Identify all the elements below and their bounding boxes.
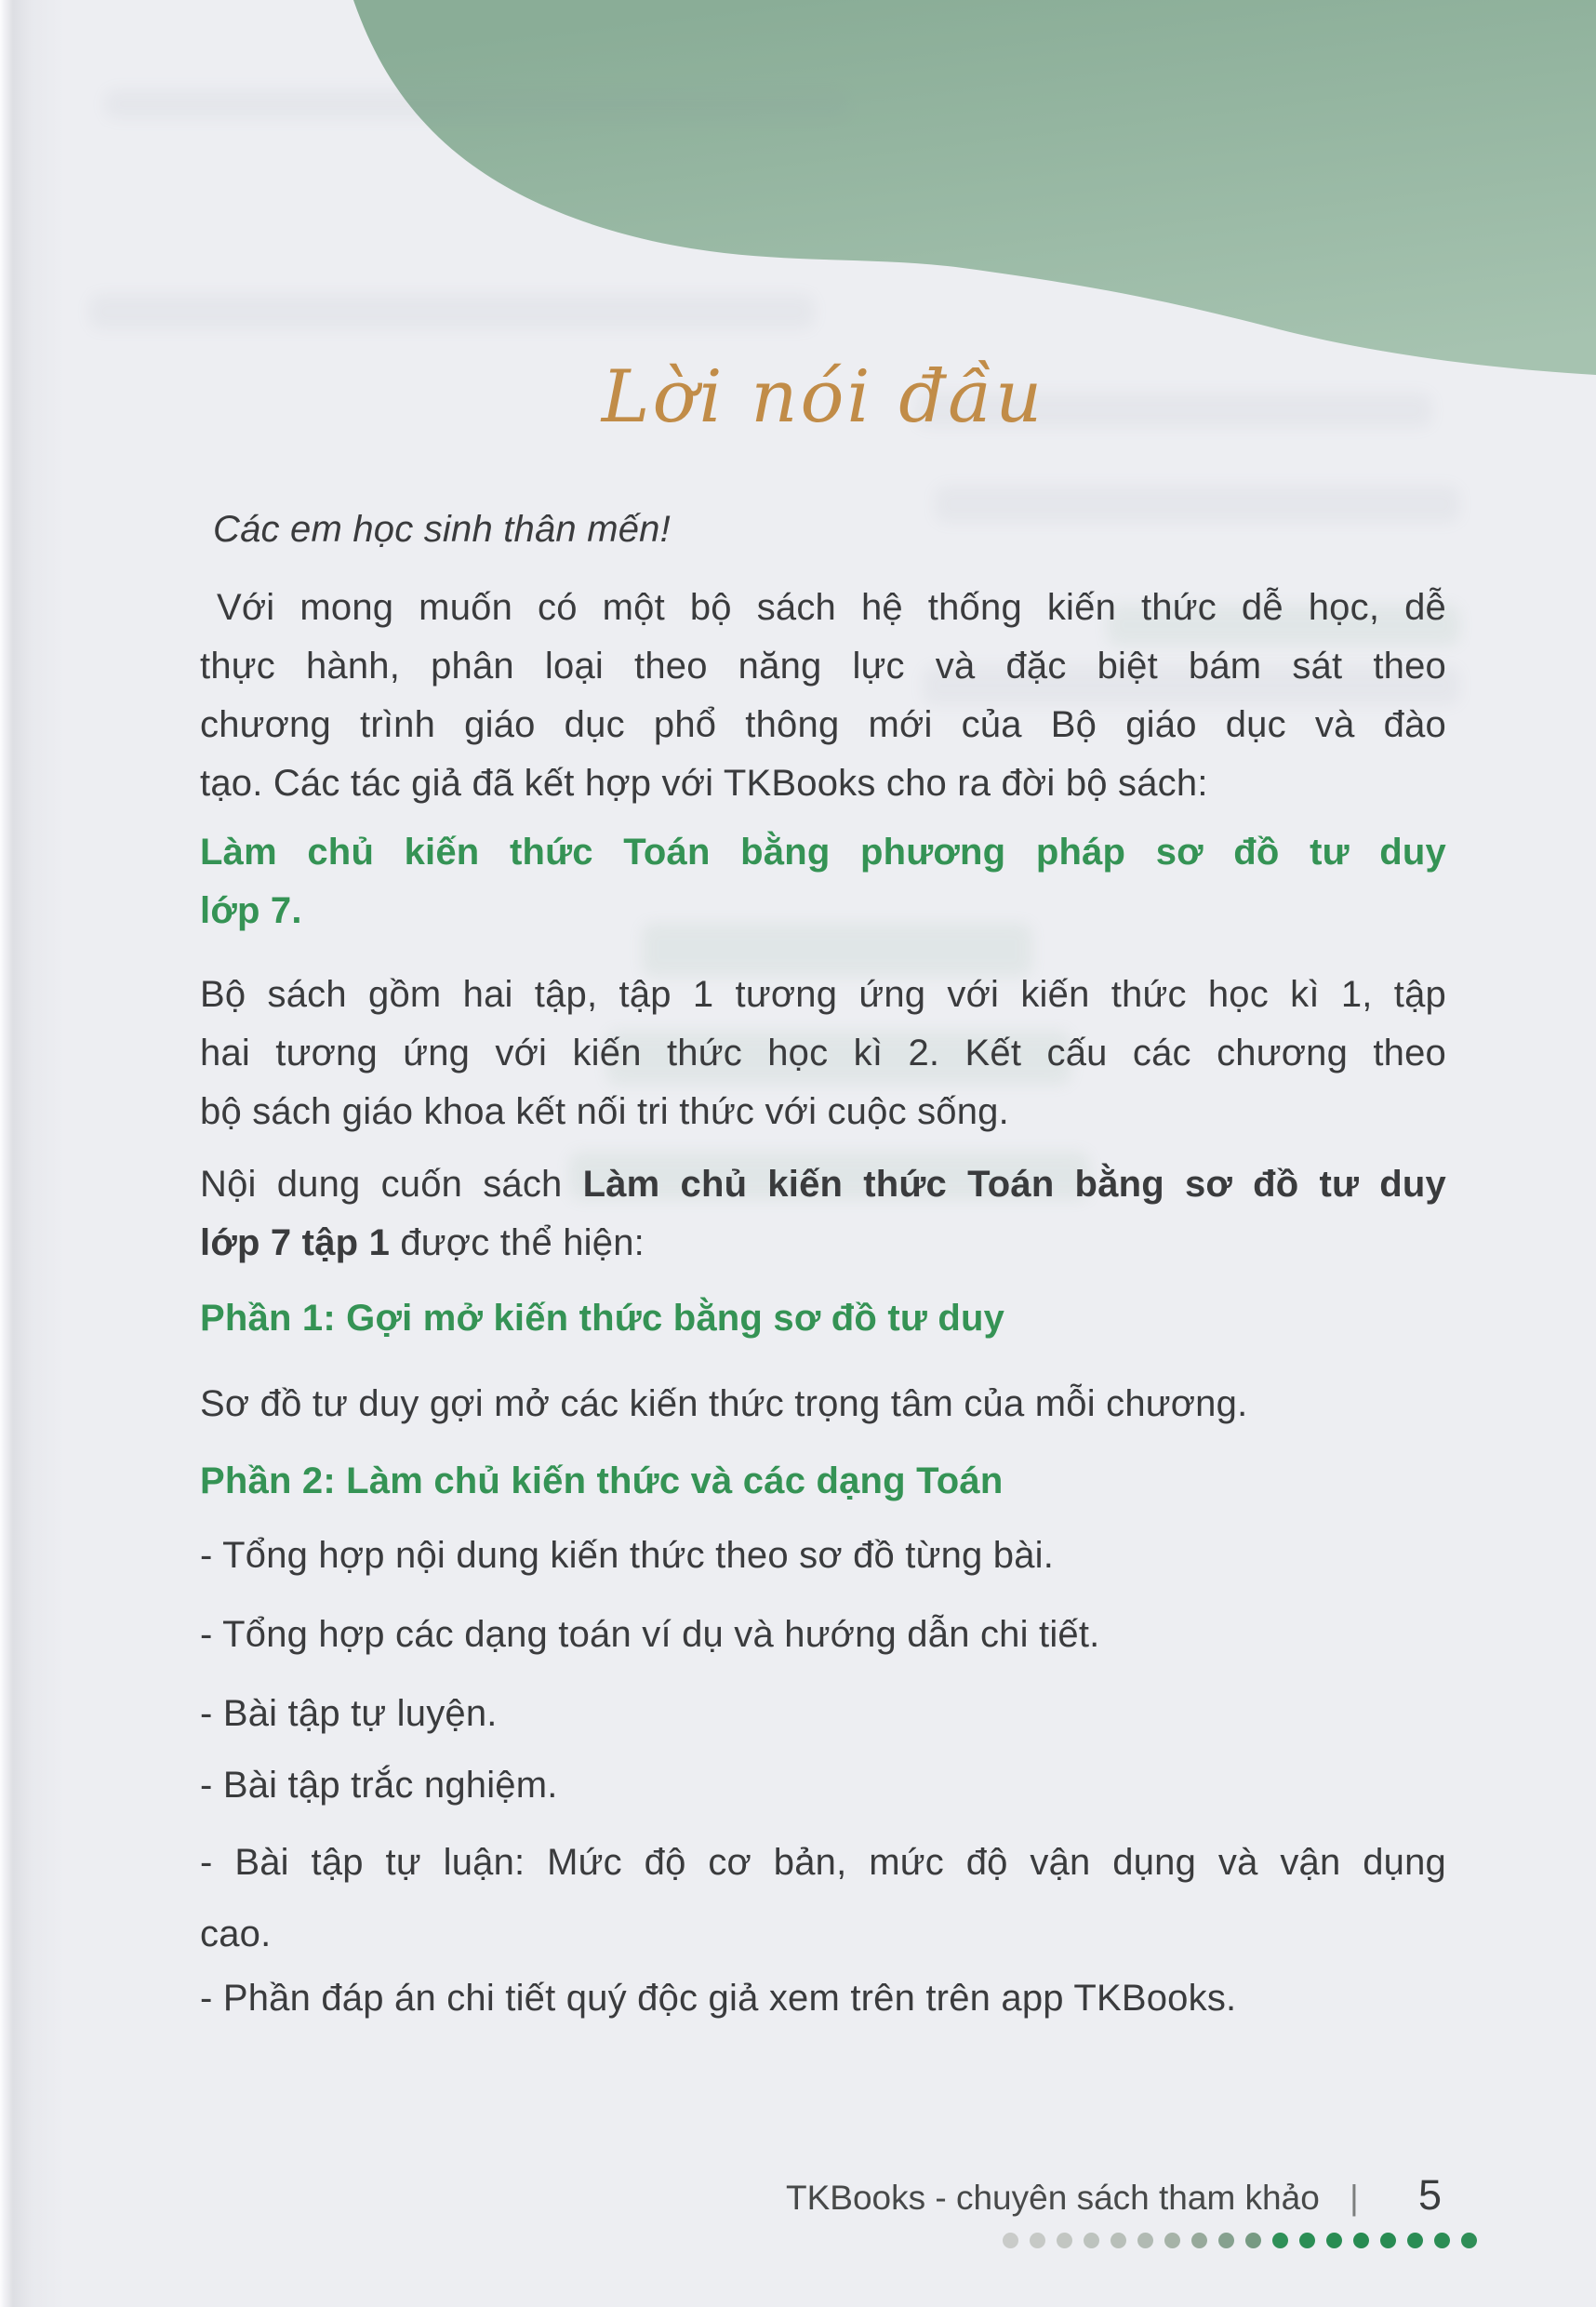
text-line: thực hành, phân loại theo năng lực và đặc biệt bám sát theo — [200, 646, 1446, 687]
progress-dot — [1030, 2233, 1045, 2248]
bullet-item: - Tổng hợp các dạng toán ví dụ và hướng dẫn chi tiết. — [200, 1614, 1100, 1655]
part2-heading: Phần 2: Làm chủ kiến thức và các dạng Toán — [200, 1460, 1004, 1501]
progress-dot — [1218, 2233, 1234, 2248]
progress-dot — [1137, 2233, 1153, 2248]
text-line — [200, 1155, 1446, 1214]
progress-dot — [1326, 2233, 1342, 2248]
text-line: Bộ sách gồm hai tập, tập 1 tương ứng với kiến thức học kì 1, tập — [200, 974, 1446, 1015]
intro-paragraph — [200, 579, 1446, 813]
footer — [785, 2171, 1442, 2219]
progress-dot — [1084, 2233, 1099, 2248]
bullet-item: - Tổng hợp nội dung kiến thức theo sơ đồ từng bài. — [200, 1535, 1055, 1576]
text-line — [200, 1214, 1446, 1273]
progress-dot — [1245, 2233, 1261, 2248]
contents-paragraph — [200, 1155, 1446, 1273]
progress-dot — [1407, 2233, 1423, 2248]
progress-dot — [1380, 2233, 1396, 2248]
footer-dots — [1003, 2233, 1477, 2248]
progress-dot — [1003, 2233, 1018, 2248]
progress-dot — [1461, 2233, 1477, 2248]
book-name-bold: lớp 7 tập 1 — [200, 1222, 391, 1263]
progress-dot — [1111, 2233, 1126, 2248]
text-line: bộ sách giáo khoa kết nối tri thức với cuộc sống. — [200, 1091, 1009, 1132]
green-wave-shape — [353, 0, 1596, 375]
part1-description: Sơ đồ tư duy gợi mở các kiến thức trọng tâm của mỗi chương. — [200, 1383, 1248, 1424]
bullet-item: - Phần đáp án chi tiết quý độc giả xem trên trên app TKBooks. — [200, 1978, 1237, 2019]
text-line: Làm chủ kiến thức Toán bằng phương pháp sơ đồ tư duy — [200, 832, 1446, 873]
book-series-title — [200, 823, 1446, 940]
footer-imprint: TKBooks - chuyên sách tham khảo — [785, 2179, 1320, 2217]
part1-heading: Phần 1: Gợi mở kiến thức bằng sơ đồ tư duy — [200, 1298, 1005, 1339]
progress-dot — [1353, 2233, 1369, 2248]
progress-dot — [1299, 2233, 1315, 2248]
volumes-paragraph — [200, 966, 1446, 1141]
text-line: lớp 7. — [200, 890, 302, 931]
page-number: 5 — [1417, 2171, 1442, 2219]
text-line: - Bài tập tự luận: Mức độ cơ bản, mức độ vận dụng và vận dụng — [200, 1842, 1446, 1883]
text-line: tạo. Các tác giả đã kết hợp với TKBooks cho ra đời bộ sách: — [200, 763, 1208, 804]
bullet-item: - Bài tập trắc nghiệm. — [200, 1765, 558, 1806]
greeting-line: Các em học sinh thân mến! — [213, 509, 671, 550]
progress-dot — [1191, 2233, 1207, 2248]
progress-dot — [1164, 2233, 1180, 2248]
page-title: Lời nói đầu — [601, 355, 1045, 439]
progress-dot — [1434, 2233, 1450, 2248]
progress-dot — [1057, 2233, 1072, 2248]
bullet-item: - Bài tập tự luyện. — [200, 1693, 498, 1734]
progress-dot — [1272, 2233, 1288, 2248]
text-segment: Nội dung cuốn sách — [200, 1164, 583, 1205]
bullet-item — [200, 1827, 1446, 1970]
text-line: hai tương ứng với kiến thức học kì 2. Kết cấu các chương theo — [200, 1033, 1446, 1073]
footer-separator: | — [1350, 2179, 1359, 2217]
text-line: cao. — [200, 1914, 272, 1954]
text-line: chương trình giáo dục phổ thông mới của Bộ giáo dục và đào — [200, 704, 1446, 745]
book-name-bold: Làm chủ kiến thức Toán bằng sơ đồ tư duy — [582, 1164, 1446, 1205]
text-line: Với mong muốn có một bộ sách hệ thống kiến thức dễ học, dễ — [217, 587, 1446, 628]
text-segment: được thể hiện: — [390, 1222, 645, 1263]
